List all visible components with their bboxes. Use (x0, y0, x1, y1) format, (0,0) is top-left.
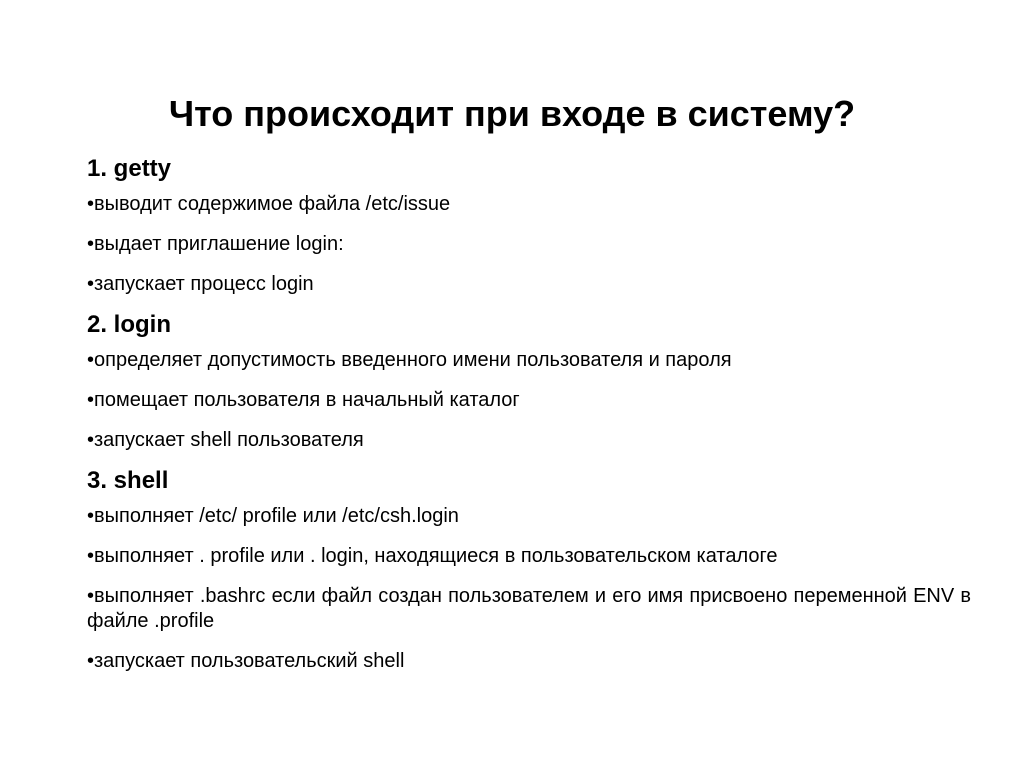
bullet-item: •запускает shell пользователя (87, 429, 364, 451)
bullet-item: •помещает пользователя в начальный каталог (87, 389, 520, 411)
bullet-item: •выдает приглашение login: (87, 233, 344, 255)
section-login (87, 310, 971, 466)
section-heading: 2. login (87, 311, 171, 338)
section-heading: 3. shell (87, 467, 169, 494)
bullet-item: •выполняет . profile или . login, находящиеся в пользовательском каталоге (87, 545, 778, 567)
slide-title: Что происходит при входе в систему? (168, 93, 856, 134)
section-heading: 1. getty (87, 155, 172, 182)
bullet-item: •выводит содержимое файла /etc/issue (87, 193, 451, 215)
section-shell (87, 466, 971, 689)
bullet-item: •запускает пользовательский shell (87, 650, 405, 672)
bullet-item: •выполняет .bashrc если файл создан пользователем и его имя присвоено переменной ENV в файле .profile (87, 585, 971, 632)
bullet-item: •определяет допустимость введенного имени пользователя и пароля (87, 349, 732, 371)
bullet-item: •выполняет /etc/ profile или /etc/csh.login (87, 505, 459, 527)
bullet-item: •запускает процесс login (87, 273, 314, 295)
section-getty (87, 154, 971, 310)
slide-content (87, 154, 971, 689)
